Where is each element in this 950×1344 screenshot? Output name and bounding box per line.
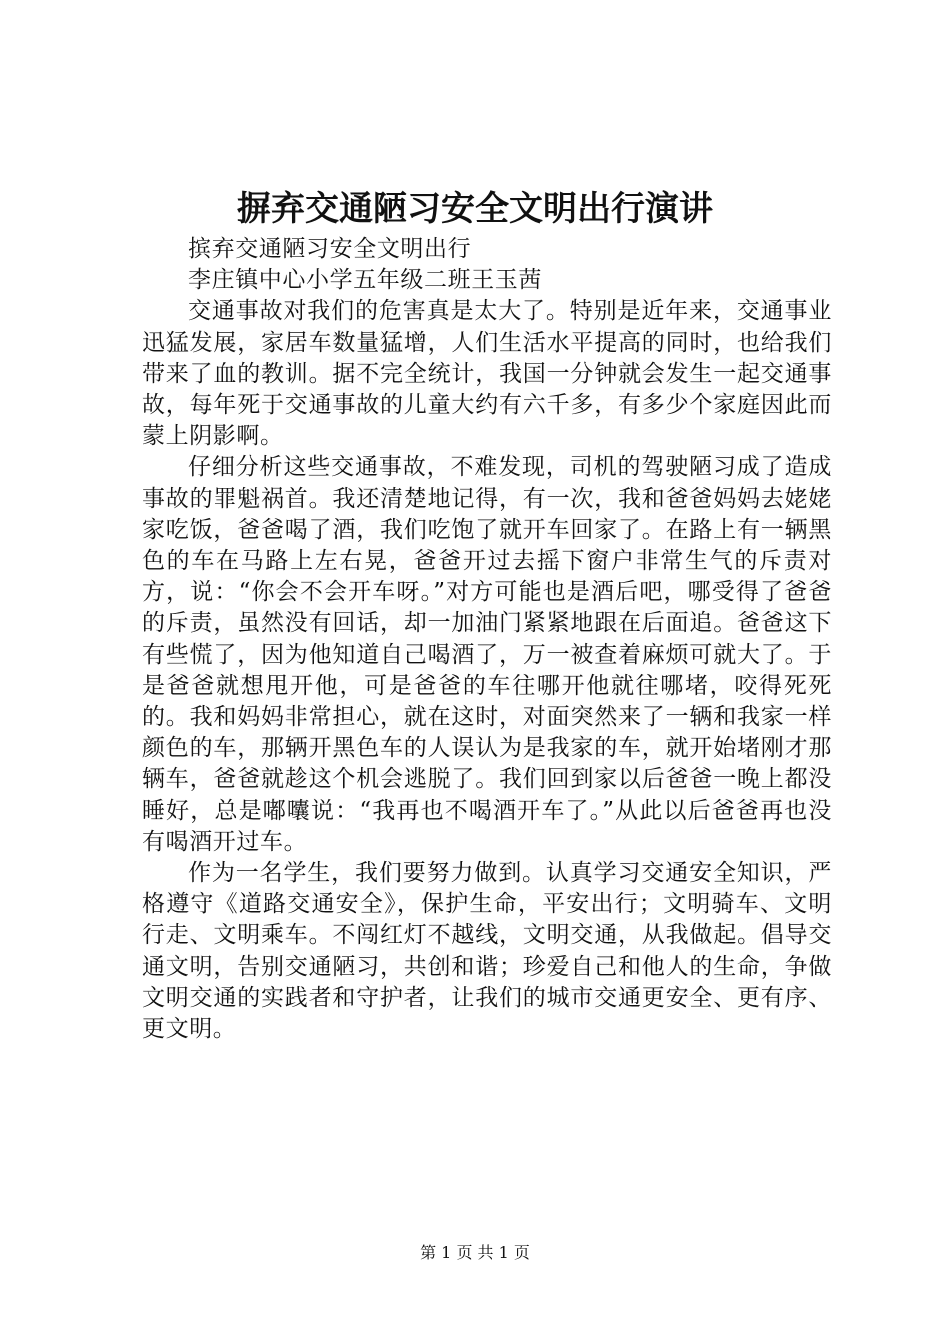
subtitle-line: 摈弃交通陋习安全文明出行 [188,236,472,262]
body-paragraph: 交通事故对我们的危害真是太大了。特别是近年来，交通事业迅猛发展，家居车数量猛增，人们生活水平提高的同时，也给我们带来了血的教训。据不完全统计，我国一分钟就会发生一起交通事故，每年死于交通事故的儿童大约有六千多，有多少个家庭因此而蒙上阴影啊。 [142,298,832,450]
body-paragraph: 作为一名学生，我们要努力做到。认真学习交通安全知识，严格遵守《道路交通安全》，保护生命，平安出行；文明骑车、文明行走、文明乘车。不闯红灯不越线，文明交通，从我做起。倡导交通文明，告别交通陋习，共创和谐；珍爱自己和他人的生命，争做文明交通的实践者和守护者，让我们的城市交通更安全、更有序、更文明。 [142,860,832,1043]
document-body [142,234,832,1045]
author-line: 李庄镇中心小学五年级二班王玉茜 [188,267,542,294]
body-paragraph: 仔细分析这些交通事故，不难发现，司机的驾驶陋习成了造成事故的罪魁祸首。我还清楚地记得，有一次，我和爸爸妈妈去姥姥家吃饭，爸爸喝了酒，我们吃饱了就开车回家了。在路上有一辆黑色的车在马路上左右晃，爸爸开过去摇下窗户非常生气的斥责对方，说：“你会不会开车呀。”对方可能也是酒后吧，哪受得了爸爸的斥责，虽然没有回话，却一加油门紧紧地跟在后面追。爸爸这下有些慌了，因为他知道自己喝酒了，万一被查着麻烦可就大了。于是爸爸就想甩开他，可是爸爸的车往哪开他就往哪堵，咬得死死的。我和妈妈非常担心，就在这时，对面突然来了一辆和我家一样颜色的车，那辆开黑色车的人误认为是我家的车，就开始堵刚才那辆车，爸爸就趁这个机会逃脱了。我们回到家以后爸爸一晚上都没睡好，总是嘟囔说：“我再也不喝酒开车了。”从此以后爸爸再也没有喝酒开过车。 [142,454,832,855]
page-footer: 第 1 页 共 1 页 [420,1243,530,1262]
document-title: 摒弃交通陋习安全文明出行演讲 [237,189,713,229]
